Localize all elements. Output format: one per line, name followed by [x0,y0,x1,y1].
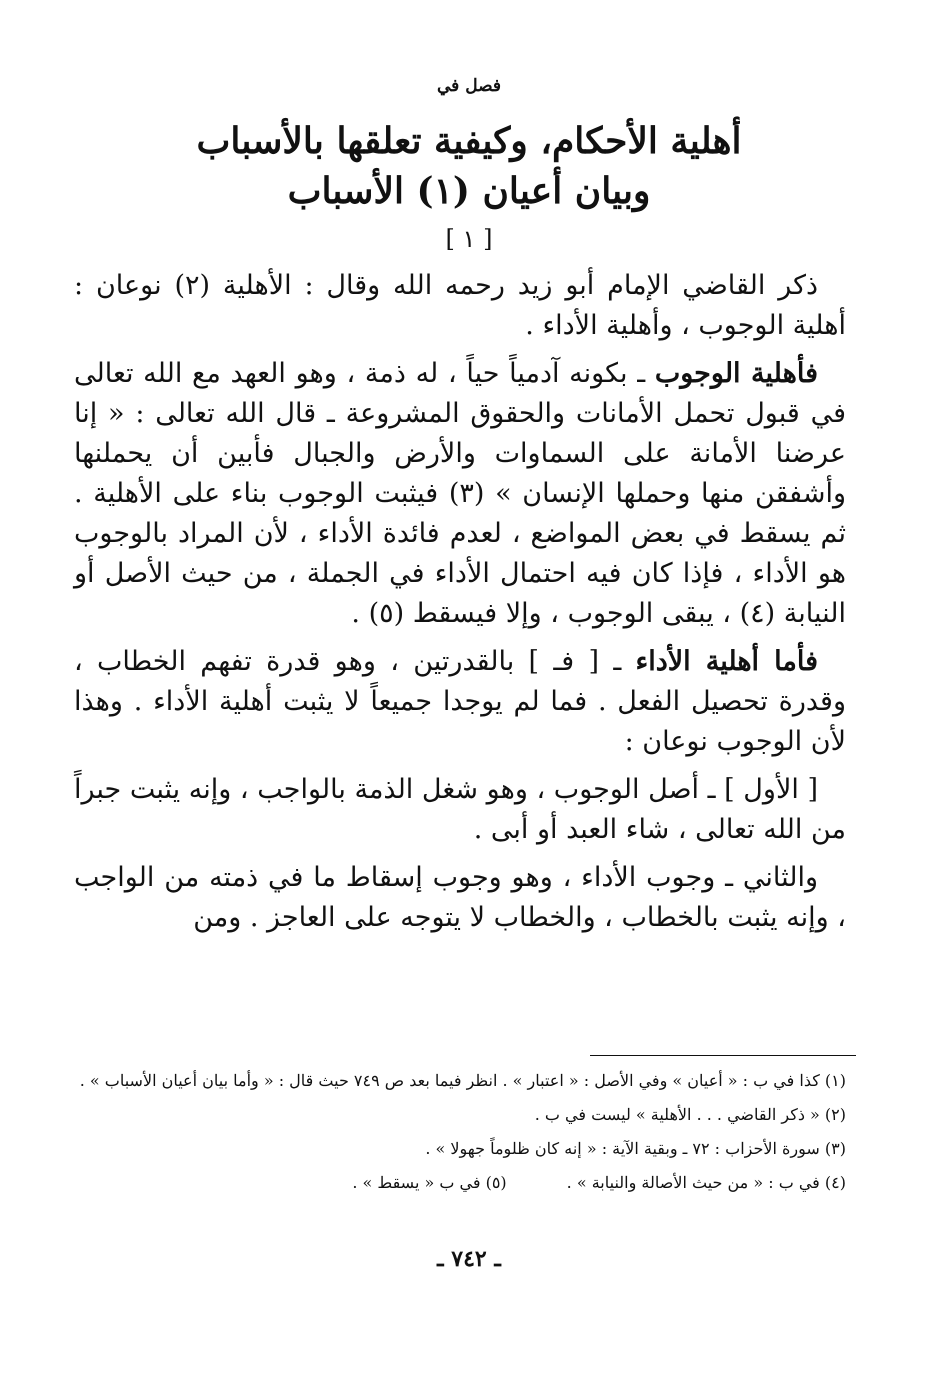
footnote-3: (٣) سورة الأحزاب : ٧٢ ـ وبقية الآية : « إنه كان ظلوماً جهولا » . [425,1139,846,1158]
paragraph-text: [ الأول ] ـ أصل الوجوب ، وهو شغل الذمة بالواجب ، وإنه يثبت جبراً من الله تعالى ، شاء العبد أو أبى . [74,774,846,845]
page-number: ـ ٧٤٢ ـ [437,1246,501,1272]
paragraph-text: ـ [ فـ ] بالقدرتين ، وهو قدرة تفهم الخطاب ، وقدرة تحصيل الفعل . فما لم يوجدا جميعاً لا يثبت أهلية الأداء . وهذا لأن الوجوب نوعان : [74,646,846,757]
paragraph-lead: فأهلية الوجوب [654,358,818,389]
chapter-title-line-2: وبيان أعيان (١) الأسباب [287,170,651,212]
paragraph-2 [74,354,846,634]
chapter-label: فصل في [437,76,501,96]
paragraph-text: والثاني ـ وجوب الأداء ، وهو وجوب إسقاط ما في ذمته من الواجب ، وإنه يثبت بالخطاب ، والخطاب لا يتوجه على العاجز . ومن [74,862,846,933]
paragraph-5 [74,858,846,938]
paragraph-text: ذكر القاضي الإمام أبو زيد رحمه الله وقال : الأهلية (٢) نوعان : أهلية الوجوب ، وأهلية الأداء . [74,270,846,341]
footnote-5: (٥) في ب « يسقط » . [352,1173,507,1192]
body-text [74,266,846,946]
paragraph-1 [74,266,846,346]
footnotes [74,1064,846,1200]
paragraph-text: ـ بكونه آدمياً حياً ، له ذمة ، وهو العهد مع الله تعالى في قبول تحمل الأمانات والحقوق المشروعة ـ قال الله تعالى : « إنا عرضنا الأمانة على السماوات والأرض والجبال فأبين أن يحملنها وأشفقن منها وحملها الإنسان » (٣) فيثبت الوجوب بناء على الأهلية . ثم يسقط في بعض المواضع ، لعدم فائدة الأداء ، لأن المراد بالوجوب هو الأداء ، فإذا كان فيه احتمال الأداء في الجملة ، من حيث الأصل أو النيابة (٤) ، يبقى الوجوب ، وإلا فيسقط (٥) . [74,358,846,629]
section-number: [ ١ ] [445,225,493,253]
paragraph-4 [74,770,846,850]
paragraph-3 [74,642,846,762]
footnote-2: (٢) « ذكر القاضي . . . الأهلية » ليست في ب . [534,1105,846,1124]
footnote-divider [590,1055,856,1056]
footnote-1: (١) كذا في ب : « أعيان » وفي الأصل : « اعتبار » . انظر فيما بعد ص ٧٤٩ حيث قال : « وأما بيان أعيان الأسباب » . [79,1071,846,1090]
chapter-title-line-1: أهلية الأحكام، وكيفية تعلقها بالأسباب [196,120,742,162]
paragraph-lead: فأما أهلية الأداء [635,646,818,677]
footnote-row-4-5 [74,1166,846,1200]
footnote-4: (٤) في ب : « من حيث الأصالة والنيابة » . [566,1173,846,1192]
